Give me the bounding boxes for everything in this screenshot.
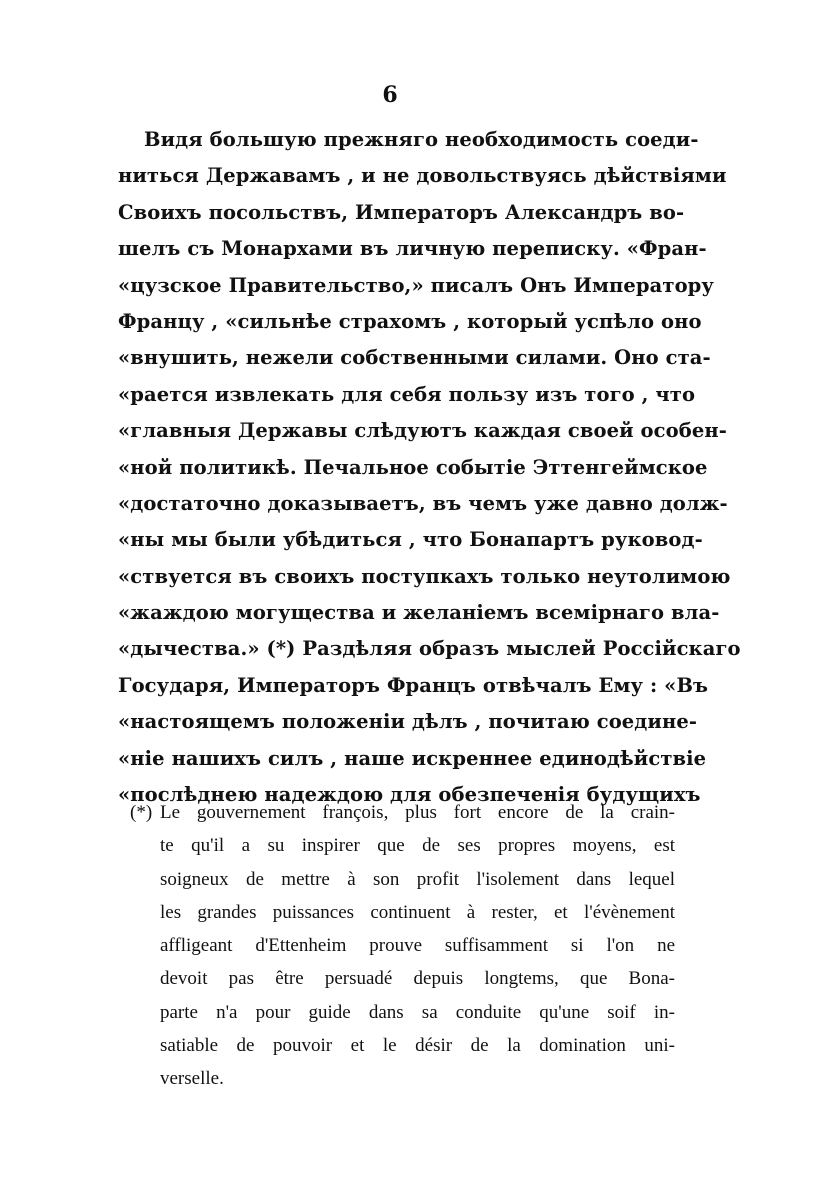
text-line: «ной политикѣ. Печальное событiе Эттенгеймское: [118, 455, 708, 479]
footnote-line: verselle.: [160, 1068, 224, 1090]
footnote-line: les grandes puissances continuent à rester, et l'évènement: [160, 901, 675, 923]
text-line: «ны мы были убѣдиться , что Бонапартъ руковод-: [118, 528, 703, 552]
footnote-line: Le gouvernement françois, plus fort encore de la crain-: [160, 802, 675, 823]
text-line: «главныя Державы слѣдуютъ каждая своей особен-: [118, 419, 727, 443]
text-line: «внушить, нежели собственными силами. Оно ста-: [118, 346, 711, 370]
main-text: [118, 122, 741, 813]
footnote-marker: (*): [130, 802, 153, 823]
text-line: «настоящемъ положенiи дѣлъ , почитаю соедине-: [118, 710, 698, 734]
footnote-line: devoit pas être persuadé depuis longtems, que Bona-: [160, 968, 675, 990]
text-line: «достаточно доказываетъ, въ чемъ уже давно долж-: [118, 491, 728, 515]
text-line: «дычества.» (*) Раздѣляя образъ мыслей Россiйскаго: [118, 637, 741, 661]
footnote: [130, 796, 675, 1096]
text-line: «рается извлекать для себя пользу изъ того , что: [118, 382, 696, 406]
text-line: Государя, Императоръ Францъ отвѣчалъ Ему : «Въ: [118, 673, 709, 697]
text-line: ниться Державамъ , и не довольствуясь дѣйствiями: [118, 164, 727, 188]
text-line: «ствуется въ своихъ поступкахъ только неутолимою: [118, 564, 731, 588]
text-line: шелъ съ Монархами въ личную переписку. «Фран-: [118, 237, 707, 261]
text-line: Видя большую прежняго необходимость соеди-: [144, 128, 699, 151]
footnote-line: affligeant d'Ettenheim prouve suffisamment si l'on ne: [160, 935, 675, 957]
text-line: «жаждою могущества и желанiемъ всемiрнаго вла-: [118, 601, 720, 625]
footnote-line: satiable de pouvoir et le désir de la domination uni-: [160, 1035, 675, 1057]
page-number: 6: [382, 82, 398, 108]
footnote-line: soigneux de mettre à son profit l'isolement dans lequel: [160, 868, 675, 890]
text-line: «нiе нашихъ силъ , наше искреннее единодѣйствiе: [118, 746, 707, 770]
text-line: «послѣднею надеждою для обезпеченiя будущихъ: [118, 783, 701, 807]
text-line: Своихъ посольствъ, Императоръ Александръ во-: [118, 200, 685, 224]
text-line: Францу , «сильнѣе страхомъ , который успѣло оно: [118, 309, 702, 333]
footnote-line: te qu'il a su inspirer que de ses propres moyens, est: [160, 835, 675, 857]
text-line: «цузское Правительство,» писалъ Онъ Императору: [118, 273, 714, 297]
footnote-line: parte n'a pour guide dans sa conduite qu'une soif in-: [160, 1001, 675, 1023]
